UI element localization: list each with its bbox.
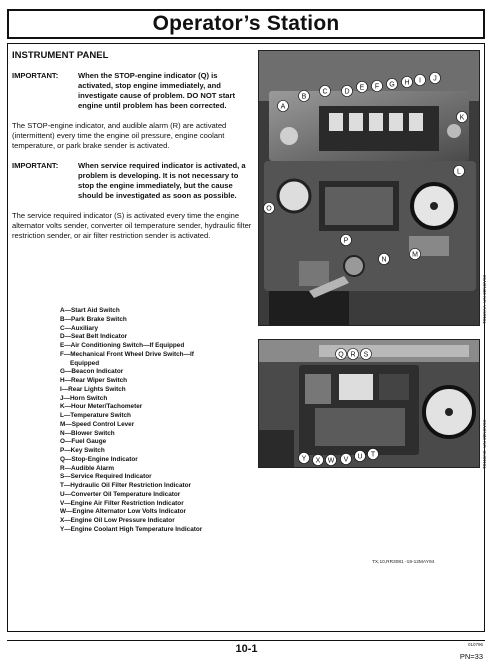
callout-u: U — [357, 453, 363, 461]
legend-item: G—Beacon Indicator — [60, 368, 124, 376]
footer-code: 010796 — [467, 642, 483, 647]
legend-item: P—Key Switch — [60, 447, 105, 454]
callout-x: X — [315, 457, 321, 465]
callout-d: D — [344, 88, 350, 96]
callout-e: E — [359, 84, 365, 92]
legend-item: E—Air Conditioning Switch—If Equipped — [60, 342, 185, 349]
legend-item: C—Auxiliary — [60, 324, 99, 332]
photo1-reference: T8119AA -UN-22NOV93 — [482, 275, 487, 324]
callout-k: K — [459, 114, 465, 122]
callout-n: N — [381, 256, 387, 264]
instrument-panel-illustration — [259, 51, 480, 326]
callout-g: G — [389, 81, 395, 89]
page-title-box — [7, 9, 485, 39]
callout-s: S — [363, 351, 369, 359]
section-title: INSTRUMENT PANEL — [12, 50, 109, 61]
important-text: When service required indicator is activated, a problem is developing. It is not necessary to stop the engine immediately, but the cause should be investigated as soon as possible. — [78, 161, 246, 200]
legend-item: U—Converter Oil Temperature Indicator — [60, 490, 181, 498]
important-label: IMPORTANT: — [12, 161, 59, 170]
callout-h: H — [404, 79, 410, 87]
legend-item: R—Audible Alarm — [60, 464, 115, 472]
important-text: When the STOP-engine indicator (Q) is activated, stop engine immediately, and investigate cause of problem. DO NOT start engine until problem has been corrected. — [78, 71, 235, 110]
legend-item: O—Fuel Gauge — [60, 438, 107, 446]
callout-t: T — [370, 451, 376, 459]
callout-v: V — [343, 456, 349, 464]
legend-item: W—Engine Alternator Low Volts Indicator — [60, 508, 187, 516]
legend-item: Y—Engine Coolant High Temperature Indicator — [60, 525, 203, 533]
legend-item: H—Rear Wiper Switch — [60, 377, 128, 384]
legend-item: D—Seat Belt Indicator — [60, 333, 128, 341]
legend-item: B—Park Brake Switch — [60, 315, 127, 323]
legend-item: V—Engine Air Filter Restriction Indicator — [60, 499, 184, 507]
important-note-2 — [12, 161, 252, 201]
legend-item: Equipped — [70, 359, 100, 367]
callout-y: Y — [301, 455, 307, 463]
text-column — [12, 50, 252, 251]
document-reference: TX,10,RR3081 -19-12MAY94 — [372, 560, 435, 565]
legend-item: Q—Stop-Engine Indicator — [60, 455, 138, 463]
callout-l: L — [457, 168, 461, 176]
legend-item: J—Horn Switch — [60, 394, 108, 402]
legend-item: A—Start Aid Switch — [60, 307, 120, 314]
indicator-closeup-photo — [258, 339, 480, 468]
footer-pn: PN=33 — [459, 652, 483, 661]
callout-legend — [60, 307, 260, 535]
legend-item: X—Engine Oil Low Pressure Indicator — [60, 517, 175, 524]
photo2-reference: T8118AS -UN-22NOV93 — [482, 420, 487, 469]
callout-j: J — [433, 75, 437, 83]
page-title: Operator’s Station — [152, 12, 340, 35]
callout-c: C — [322, 88, 328, 96]
callout-m: M — [412, 251, 418, 259]
paragraph-stop-engine: The STOP-engine indicator, and audible alarm (R) are activated (intermittent) every time the engine oil pressure, engine coolant temperature, or park brake sender is activated. — [12, 121, 227, 150]
legend-item: K—Hour Meter/Tachometer — [60, 403, 143, 411]
legend-item: F—Mechanical Front Wheel Drive Switch—If — [60, 350, 194, 358]
callout-f: F — [374, 83, 380, 91]
indicator-closeup-illustration — [259, 340, 480, 468]
callout-o: O — [266, 205, 272, 213]
legend-item: I—Rear Lights Switch — [60, 385, 126, 393]
legend-item: N—Blower Switch — [60, 429, 115, 437]
callout-a: A — [280, 103, 286, 111]
legend-item: L—Temperature Switch — [60, 412, 131, 419]
callout-i: I — [419, 77, 421, 85]
callout-w: W — [327, 457, 335, 465]
legend-item: T—Hydraulic Oil Filter Restriction Indicator — [60, 482, 192, 489]
legend-item: M—Speed Control Lever — [60, 420, 135, 428]
callout-q: Q — [338, 351, 344, 359]
callout-r: R — [350, 351, 356, 359]
legend-item: S—Service Required Indicator — [60, 473, 152, 481]
footer-divider — [7, 640, 485, 641]
callout-p: P — [343, 237, 349, 245]
page-number: 10-1 — [235, 643, 258, 655]
paragraph-service-required: The service required indicator (S) is activated every time the engine alternator volts sender, converter oil temperature sender, hydraulic filter restriction sender, or air filter restriction sender is activated. — [12, 211, 252, 240]
callout-b: B — [301, 93, 307, 101]
important-note-1 — [12, 71, 252, 111]
important-label: IMPORTANT: — [12, 71, 59, 80]
instrument-panel-photo — [258, 50, 480, 326]
